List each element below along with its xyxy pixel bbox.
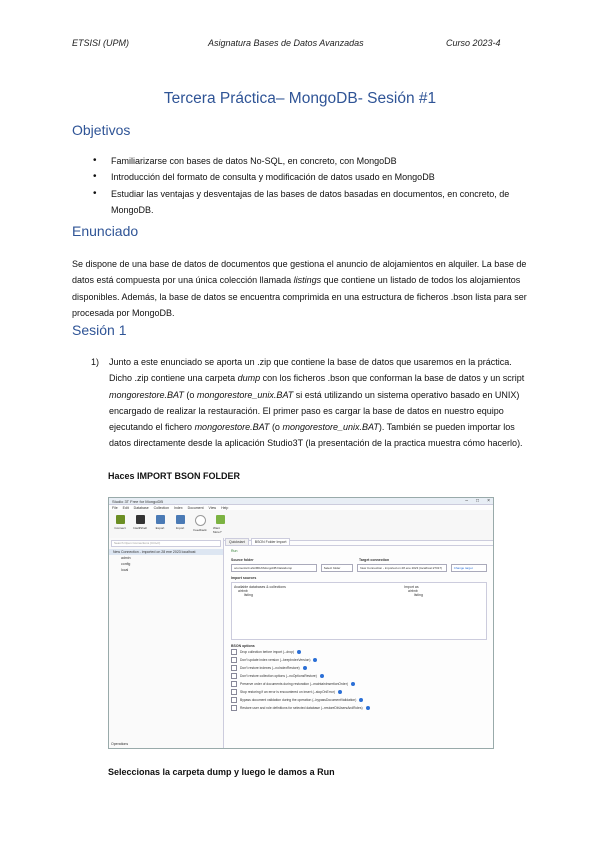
- list-item: • Introducción del formato de consulta y modificación de datos usado en MongoDB: [91, 169, 531, 185]
- tool-label: Export: [155, 526, 165, 530]
- info-icon[interactable]: [359, 698, 363, 702]
- source-collection[interactable]: listing: [244, 593, 253, 597]
- connect-button[interactable]: [113, 512, 127, 538]
- source-db[interactable]: airbnb: [238, 589, 248, 593]
- checkbox[interactable]: [231, 681, 237, 687]
- menu-database[interactable]: Database: [133, 505, 149, 510]
- text-run: (o: [269, 422, 283, 433]
- checkbox[interactable]: [231, 697, 237, 703]
- info-icon[interactable]: [320, 674, 324, 678]
- feedback-button[interactable]: [193, 512, 207, 538]
- feedback-icon: [195, 515, 206, 526]
- window-titlebar: [109, 498, 493, 505]
- import-icon: [176, 515, 185, 524]
- objetivos-heading: Objetivos: [72, 122, 131, 138]
- text-run: Junto a este enunciado se aporta un .zip que contiene la base de datos que usaremos en la práctica. Dicho .zip contiene una carpeta: [109, 357, 512, 384]
- option-label: Restore user and role definitions for selected database (--restoreDbUsersAndRoles): [240, 706, 363, 710]
- enunciado-heading: Enunciado: [72, 223, 139, 239]
- page-title: Tercera Práctica– MongoDB- Sesión #1: [163, 90, 437, 107]
- text-run: con los ficheros .bson que conforman la base de datos y un script: [260, 373, 525, 384]
- shell-icon: [136, 515, 145, 524]
- tab-quickstart[interactable]: Quickstart: [225, 538, 249, 545]
- menu-collection[interactable]: Collection: [153, 505, 170, 510]
- change-target-button[interactable]: Change target: [451, 564, 487, 572]
- checkbox[interactable]: [231, 689, 237, 695]
- option-row: [231, 688, 487, 696]
- menu-document[interactable]: Document: [187, 505, 204, 510]
- info-icon[interactable]: [313, 658, 317, 662]
- intellishell-button[interactable]: [133, 512, 147, 538]
- option-label: Stop restoring if an error is encountered on insert (--stopOnError): [240, 690, 335, 694]
- text-run-italic: listings: [293, 275, 322, 286]
- maximize-icon[interactable]: □: [476, 498, 480, 504]
- text-run: (o: [183, 389, 197, 400]
- list-item: • Estudiar las ventajas y desventajas de las bases de datos basadas en documentos, en concreto, de MongoDB.: [91, 186, 531, 219]
- source-folder-label: Source folder: [231, 558, 254, 562]
- caption-run: Seleccionas la carpeta dump y luego le damos a Run: [108, 767, 335, 777]
- connect-icon: [116, 515, 125, 524]
- option-label: Bypass document validation during the operation (--bypassDocumentValidation): [240, 698, 357, 702]
- option-row: [231, 656, 487, 664]
- want-more-button[interactable]: [213, 512, 227, 538]
- option-row: [231, 704, 487, 712]
- menu-help[interactable]: Help: [221, 505, 229, 510]
- tree-item-connection[interactable]: New Connection - imported on 28 ene 2023 localhost: [109, 549, 223, 555]
- window-title: Studio 3T Free for MongoDB: [112, 498, 164, 504]
- header-center: Asignatura Bases de Datos Avanzadas: [208, 38, 364, 48]
- option-label: Don't restore indexes (--noIndexRestore): [240, 666, 300, 670]
- tree-item-admin[interactable]: admin: [121, 556, 131, 560]
- select-folder-button[interactable]: Select folder: [321, 564, 354, 572]
- tool-label: IntelliShell: [133, 526, 147, 530]
- source-folder-input[interactable]: ocuments\4 año\BDA\MongoDB Data\dump: [231, 564, 317, 572]
- checkbox[interactable]: [231, 649, 237, 655]
- option-label: Drop collection before import (--drop): [240, 650, 295, 654]
- info-icon[interactable]: [297, 650, 301, 654]
- close-icon[interactable]: ×: [487, 498, 490, 504]
- option-label: Don't update index version (--keepIndexVersion): [240, 658, 311, 662]
- header-right: Curso 2023-4: [446, 38, 501, 48]
- checkbox[interactable]: [231, 657, 237, 663]
- option-label: Preserve order of documents during restoration (--maintainInsertionOrder): [240, 682, 348, 686]
- menu-edit[interactable]: Edit: [122, 505, 129, 510]
- option-row: [231, 680, 487, 688]
- connection-search-input[interactable]: Search Open Connections (Ctrl+F): [111, 540, 221, 547]
- tool-label: Connect: [114, 526, 126, 530]
- info-icon[interactable]: [303, 666, 307, 670]
- col-available: Available databases & collections: [234, 585, 286, 589]
- caption-import: Haces IMPORT BSON FOLDER: [108, 471, 241, 481]
- checkbox[interactable]: [231, 665, 237, 671]
- list-item: • Familiarizarse con bases de datos No-SQL, en concreto, con MongoDB: [91, 153, 531, 169]
- enunciado-paragraph: [72, 256, 532, 321]
- tree-item-local[interactable]: local: [121, 568, 129, 572]
- text-run-italic: dump: [237, 373, 261, 384]
- minimize-icon[interactable]: –: [465, 498, 469, 504]
- info-icon[interactable]: [338, 690, 342, 694]
- header-left: ETSISI (UPM): [72, 38, 130, 48]
- bson-options-label: BSON options: [231, 644, 255, 648]
- option-row: [231, 664, 487, 672]
- export-icon: [156, 515, 165, 524]
- checkbox[interactable]: [231, 705, 237, 711]
- col-import-as: Import as: [404, 585, 419, 589]
- text-run: ). También se pueden importar los datos directamente desde la aplicación Studio3T (la presentación de la practica muestra cómo hacerlo).: [109, 422, 523, 449]
- target-db: airbnb: [408, 589, 418, 593]
- import-button[interactable]: [173, 512, 187, 538]
- text-run-italic: mongorestore.BAT: [194, 422, 270, 433]
- tree-item-config[interactable]: config: [121, 562, 131, 566]
- sesion-item-1: [91, 354, 531, 452]
- target-connection-field: New Connection - imported on 28 ene 2023 (localhost:27017): [357, 564, 447, 572]
- text-run-italic: mongorestore_unix.BAT: [196, 389, 294, 400]
- tab-bson-import[interactable]: BSON Folder Import: [251, 538, 291, 545]
- want-more-icon: [216, 515, 225, 524]
- bson-import-panel: [225, 538, 493, 748]
- import-sources-table: [231, 582, 487, 640]
- import-sources-label: Import sources: [231, 576, 257, 580]
- toolbar: [109, 510, 493, 541]
- text-run: que contiene un listado de todos los alojamientos disponibles. Además, la base de datos se encuentra comprimida en una estructura de ficheros .bson lista para ser procesada por MongoDB.: [72, 275, 527, 318]
- operations-label[interactable]: Operations: [111, 742, 129, 746]
- tool-label: Feedback: [193, 528, 207, 532]
- checkbox[interactable]: [231, 673, 237, 679]
- studio3t-screenshot: [108, 497, 494, 749]
- sesion-heading: Sesión 1: [72, 322, 127, 338]
- option-label: Don't restore collection options (--noOptionsRestore): [240, 674, 317, 678]
- target-connection-label: Target connection: [359, 558, 390, 562]
- text-run-italic: mongorestore_unix.BAT: [282, 422, 379, 433]
- tool-label: Want More?: [213, 526, 222, 534]
- option-row: [231, 672, 487, 680]
- menu-file[interactable]: File: [112, 505, 118, 510]
- menu-index[interactable]: Index: [174, 505, 183, 510]
- connection-tree-panel: [109, 538, 224, 748]
- export-button[interactable]: [153, 512, 167, 538]
- text-run: si está utilizando un sistema operativo basado en UNIX) encargado de realizar la restauración. El primer paso es cargar la base de datos en nuestro equipo ejecutando el fichero: [109, 389, 520, 433]
- option-row: [231, 696, 487, 704]
- item-number: 1): [91, 357, 100, 367]
- info-icon[interactable]: [366, 706, 370, 710]
- info-icon[interactable]: [351, 682, 355, 686]
- target-collection: listing: [414, 593, 423, 597]
- objetivos-list: [91, 153, 531, 218]
- option-row: [231, 648, 487, 656]
- text-run: Se dispone de una base de datos de documentos que gestiona el anuncio de alojamientos en alquiler. La base de datos está compuesta por una única colección llamada: [72, 259, 527, 286]
- tool-label: Import: [175, 526, 185, 530]
- text-run-italic: mongorestore.BAT: [109, 389, 184, 400]
- run-button[interactable]: Run: [231, 549, 238, 553]
- menu-view[interactable]: View: [208, 505, 217, 510]
